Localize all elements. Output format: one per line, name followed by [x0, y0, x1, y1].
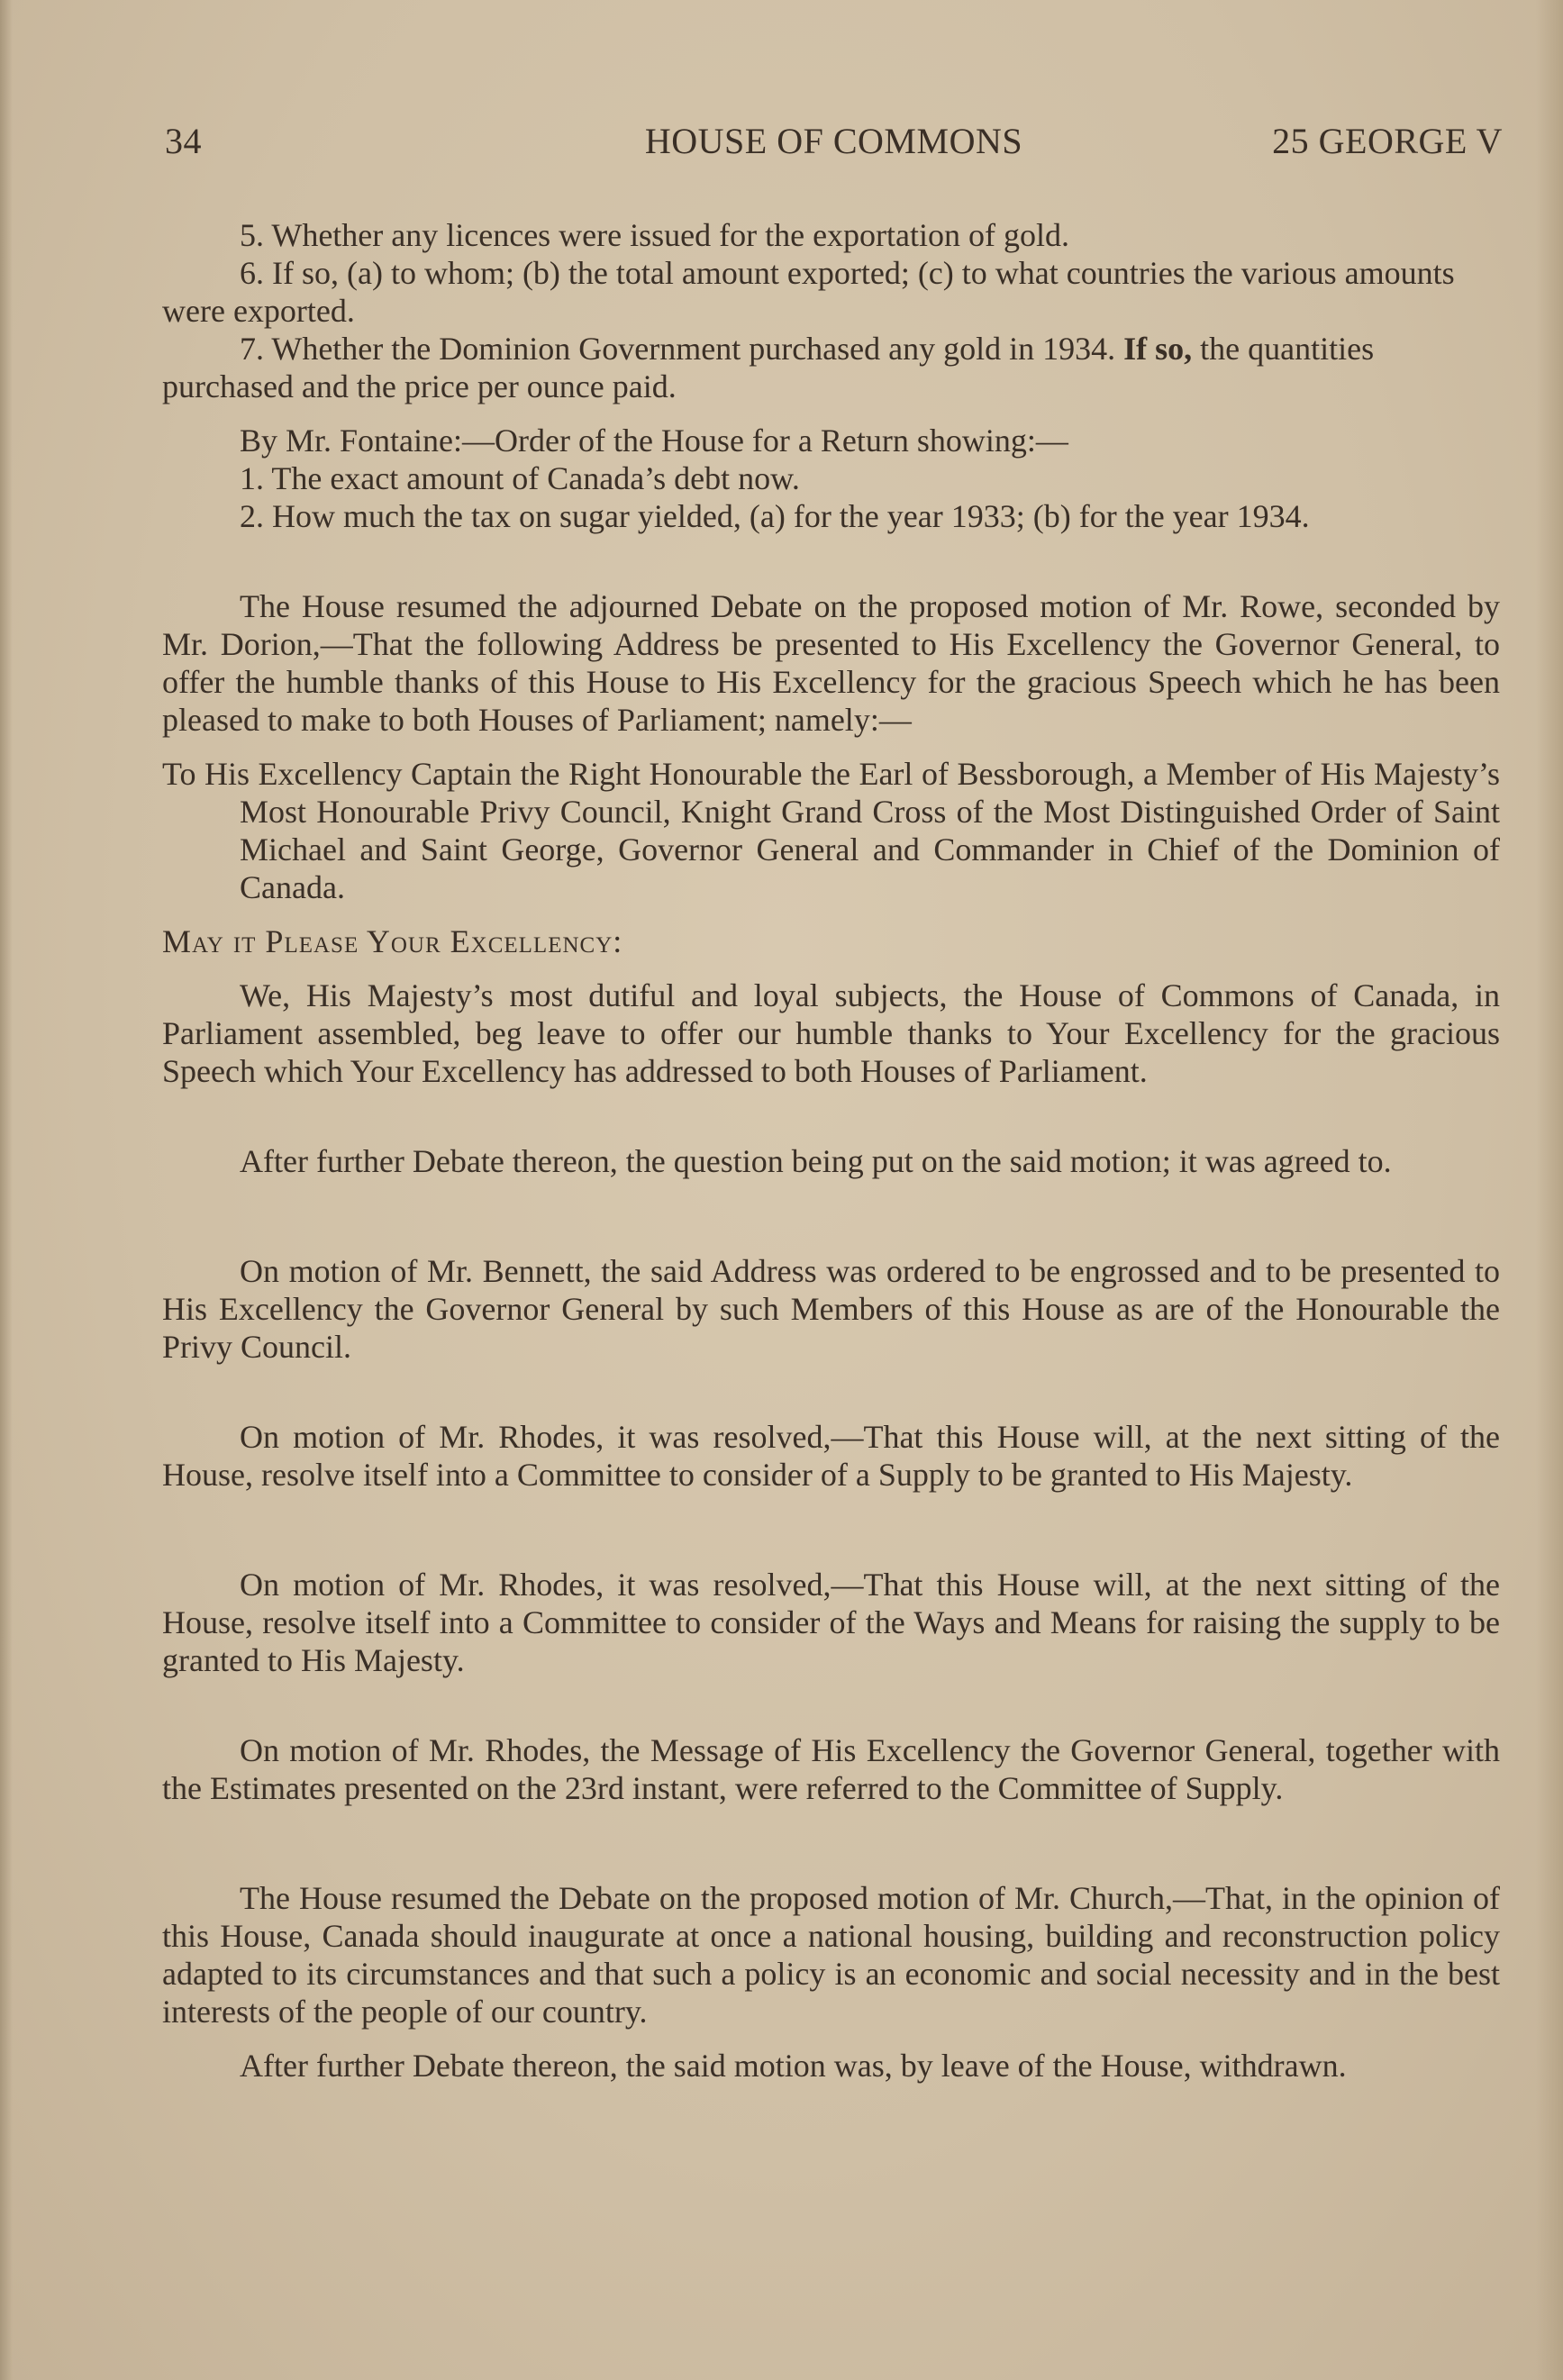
- church-motion-withdrawn: After further Debate thereon, the said motion was, by leave of the House, withdrawn.: [240, 2048, 1347, 2084]
- address-addressee: To His Excellency Captain the Right Honourable the Earl of Bessborough, a Member of His Majesty’s Most Honourable Privy Council, Knight Grand Cross of the Most Distinguished Order of Saint Michael and Saint George, Governor General and Commander in Chief of the Dominion of Canada.: [162, 756, 1500, 905]
- rhodes-message-motion: On motion of Mr. Rhodes, the Message of His Excellency the Governor General, together with the Estimates presented on the 23rd instant, were referred to the Committee of Supply.: [162, 1732, 1500, 1806]
- page-number: 34: [165, 121, 202, 161]
- question-7: [162, 330, 1500, 405]
- address-agreed: After further Debate thereon, the question being put on the said motion; it was agreed to.: [240, 1143, 1392, 1179]
- page-header: [165, 120, 1503, 165]
- question-7-rest: the quantities purchased and the price per ounce paid.: [162, 331, 1375, 404]
- address-body: We, His Majesty’s most dutiful and loyal subjects, the House of Commons of Canada, in Parliament assembled, beg leave to offer our humble thanks to Your Excellency for the gracious Speech which Your Excellency has addressed to both Houses of Parliament.: [162, 977, 1500, 1089]
- bennett-motion: On motion of Mr. Bennett, the said Address was ordered to be engrossed and to be presented to His Excellency the Governor General by such Members of this House as are of the Honourable the Privy Council.: [162, 1253, 1500, 1365]
- fontaine-question-1: 1. The exact amount of Canada’s debt now.: [240, 460, 800, 496]
- address-salutation: May it Please Your Excellency:: [162, 923, 623, 959]
- question-7-bold: If so,: [1123, 331, 1193, 367]
- page-edge-shadow-left: [0, 0, 13, 2380]
- fontaine-order-intro: By Mr. Fontaine:—Order of the House for a Return showing:—: [240, 422, 1068, 459]
- question-5: 5. Whether any licences were issued for the exportation of gold.: [240, 217, 1070, 253]
- question-7-text: 7. Whether the Dominion Government purchased any gold in 1934.: [240, 331, 1116, 367]
- question-6: 6. If so, (a) to whom; (b) the total amount exported; (c) to what countries the various amounts were exported.: [162, 255, 1455, 329]
- page-title: HOUSE OF COMMONS: [644, 121, 1023, 161]
- fontaine-question-2: 2. How much the tax on sugar yielded, (a) for the year 1933; (b) for the year 1934.: [240, 498, 1310, 534]
- journal-text: [162, 216, 1500, 2085]
- address-debate-resumed: The House resumed the adjourned Debate on the proposed motion of Mr. Rowe, seconded by Mr. Dorion,—That the following Address be presented to His Excellency the Governor General, to offer the humble thanks of this House to His Excellency for the gracious Speech which he has been pleased to make to both Houses of Parliament; namely:—: [162, 588, 1500, 738]
- regnal-year: 25 GEORGE V: [1272, 121, 1503, 161]
- church-debate-resumed: The House resumed the Debate on the proposed motion of Mr. Church,—That, in the opinion of this House, Canada should inaugurate at once a national housing, building and reconstruction policy adapted to its circumstances and that such a policy is an economic and social necessity and in the best interests of the people of our country.: [162, 1880, 1500, 2030]
- rhodes-ways-means-motion: On motion of Mr. Rhodes, it was resolved,—That this House will, at the next sitting of the House, resolve itself into a Committee to consider of the Ways and Means for raising the supply to be granted to His Majesty.: [162, 1567, 1500, 1678]
- rhodes-supply-motion: On motion of Mr. Rhodes, it was resolved,—That this House will, at the next sitting of the House, resolve itself into a Committee to consider of a Supply to be granted to His Majesty.: [162, 1419, 1500, 1493]
- page-edge-shadow-right: [1536, 0, 1563, 2380]
